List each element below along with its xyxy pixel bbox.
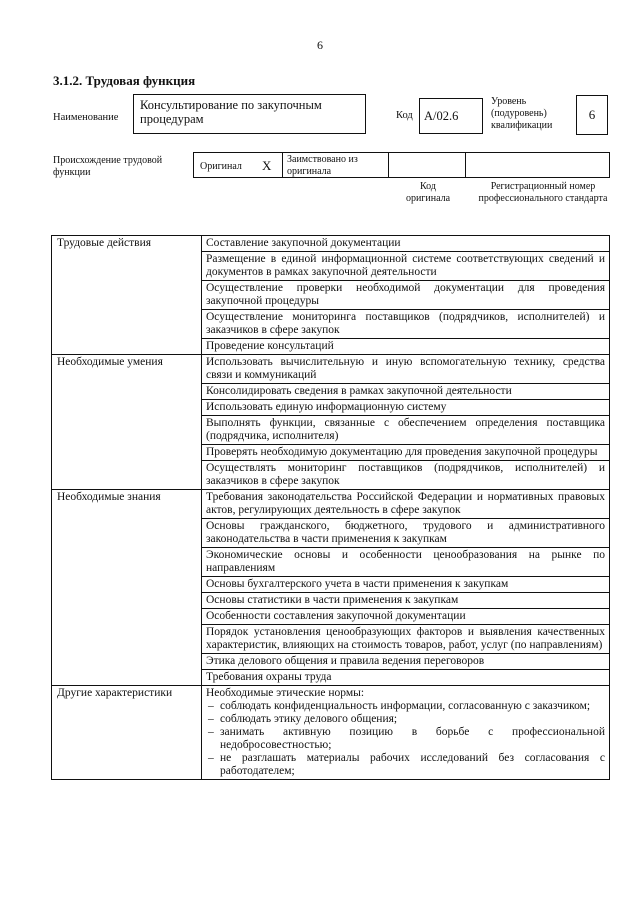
category-cell: Необходимые знания <box>52 490 202 686</box>
item-cell: Осуществление мониторинга поставщиков (подрядчиков, исполнителей) и заказчиков в сфере закупок <box>202 310 610 339</box>
item-cell: Размещение в единой информационной системе соответствующих сведений и документов в рамках закупочной деятельности <box>202 252 610 281</box>
list-item: – соблюдать конфиденциальность информации, согласованную с заказчиком; <box>206 700 605 713</box>
name-label: Наименование <box>53 112 119 123</box>
item-cell: Основы статистики в части применения к закупкам <box>202 593 610 609</box>
origin-label: Происхождение трудовой функции <box>53 155 163 178</box>
original-mark: X <box>262 158 272 173</box>
item-cell: Использовать вычислительную и иную вспомогательную технику, средства связи и коммуникаций <box>202 355 610 384</box>
norms-cell <box>202 686 610 780</box>
item-cell: Требования законодательства Российской Федерации и нормативных правовых актов, регулирующих деятельность в сфере закупок <box>202 490 610 519</box>
list-item: – соблюдать этику делового общения; <box>206 713 605 726</box>
level-value-box: 6 <box>576 95 608 135</box>
page-number: 6 <box>317 38 323 52</box>
table-row <box>52 236 610 252</box>
function-name-box: Консультирование по закупочным процедурам <box>133 94 366 134</box>
item-cell: Порядок установления ценообразующих факторов и выявления качественных характеристик, влияющих на стоимость товаров, работ, услуг (по направлениям) <box>202 625 610 654</box>
list-item: – занимать активную позицию в борьбе с профессиональной недобросовестностью; <box>206 726 605 752</box>
item-cell: Основы бухгалтерского учета в части применения к закупкам <box>202 577 610 593</box>
item-cell: Осуществлять мониторинг поставщиков (подрядчиков, исполнителей) и заказчиков в сфере закупок <box>202 461 610 490</box>
category-cell: Другие характеристики <box>52 686 202 780</box>
item-cell: Требования охраны труда <box>202 670 610 686</box>
reg-number-cell <box>465 152 610 178</box>
code-value-box: A/02.6 <box>419 98 483 134</box>
reg-number-caption: Регистрационный номер профессионального стандарта <box>478 181 608 204</box>
borrowed-label: Заимствовано из оригинала <box>287 154 358 177</box>
item-cell: Проведение консультаций <box>202 339 610 355</box>
item-cell: Особенности составления закупочной документации <box>202 609 610 625</box>
norms-intro: Необходимые этические нормы: <box>206 687 365 699</box>
item-cell: Основы гражданского, бюджетного, трудового и административного законодательства в части применения к закупкам <box>202 519 610 548</box>
section-title: 3.1.2. Трудовая функция <box>53 73 196 88</box>
code-original-cell <box>388 152 466 178</box>
original-label: Оригинал <box>200 161 242 172</box>
item-cell: Осуществление проверки необходимой документации для проведения закупочной процедуры <box>202 281 610 310</box>
item-cell: Выполнять функции, связанные с обеспечением определения поставщика (подрядчика, исполнителя) <box>202 416 610 445</box>
borrowed-cell <box>282 152 389 178</box>
item-cell: Консолидировать сведения в рамках закупочной деятельности <box>202 384 610 400</box>
item-cell: Этика делового общения и правила ведения переговоров <box>202 654 610 670</box>
item-cell: Составление закупочной документации <box>202 236 610 252</box>
code-original-caption: Код оригинала <box>405 181 451 204</box>
item-cell: Экономические основы и особенности ценообразования на рынке по направлениям <box>202 548 610 577</box>
item-cell: Проверять необходимую документацию для проведения закупочной процедуры <box>202 445 610 461</box>
table-row <box>52 686 610 780</box>
category-cell: Трудовые действия <box>52 236 202 355</box>
original-cell <box>193 152 283 178</box>
table-row <box>52 355 610 384</box>
list-item: – не разглашать материалы рабочих исследований без согласования с работодателем; <box>206 752 605 778</box>
item-cell: Использовать единую информационную систему <box>202 400 610 416</box>
code-label: Код <box>396 110 413 121</box>
level-label: Уровень (подуровень) квалификации <box>491 96 553 131</box>
category-cell: Необходимые умения <box>52 355 202 490</box>
norms-list <box>206 700 605 778</box>
table-row <box>52 490 610 519</box>
function-table <box>51 235 610 780</box>
